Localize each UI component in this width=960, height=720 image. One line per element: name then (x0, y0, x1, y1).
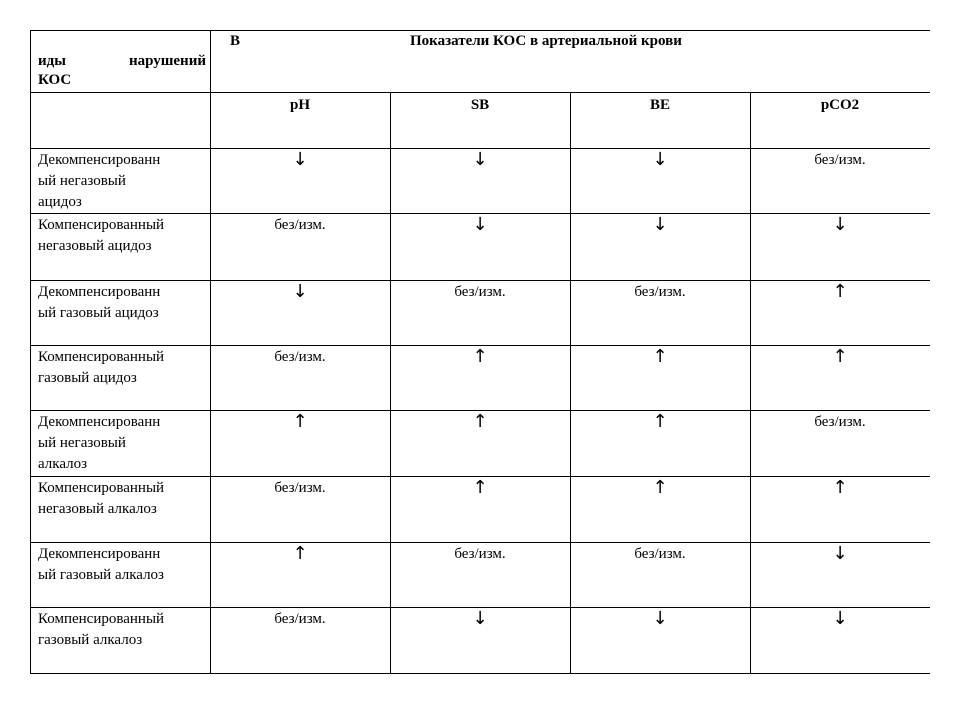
row-label-line: Декомпенсированн (38, 546, 161, 562)
cell-pco2: ↓ (832, 543, 848, 564)
row-label (38, 280, 208, 324)
cell-be: без/изм. (634, 546, 686, 562)
table-rule (750, 92, 751, 674)
cell-pco2: без/изм. (814, 152, 866, 168)
row-label-line: ый негазовый (38, 435, 126, 451)
row-label-line: Декомпенсированн (38, 284, 161, 300)
cell-pco2: ↓ (832, 608, 848, 629)
cell-be: ↓ (652, 608, 668, 629)
table-border-top (30, 30, 930, 31)
row-label-line: Компенсированный (38, 349, 165, 365)
table-rule (210, 30, 211, 674)
column-header-ph: pH (289, 97, 310, 113)
table-rule (570, 92, 571, 674)
cell-pco2: ↑ (832, 477, 848, 498)
cell-be: ↑ (652, 477, 668, 498)
row-label-line: ый негазовый (38, 173, 126, 189)
header-word-2: нарушений (128, 53, 206, 69)
column-header-pco2: pCO2 (820, 97, 860, 113)
cell-ph: ↑ (292, 543, 308, 564)
cell-be: ↓ (652, 214, 668, 235)
cell-sb: ↑ (472, 346, 488, 367)
cell-ph: ↓ (292, 281, 308, 302)
row-label-line: газовый ацидоз (38, 370, 137, 386)
cell-ph: без/изм. (274, 611, 326, 627)
row-label-line: ый газовый ацидоз (38, 305, 159, 321)
row-label (38, 345, 208, 389)
table-rule (30, 542, 930, 543)
cell-be: ↑ (652, 346, 668, 367)
cell-pco2: ↑ (832, 281, 848, 302)
column-header-be: BE (649, 97, 670, 113)
table-border-bottom (30, 673, 930, 674)
row-label-line: негазовый алкалоз (38, 501, 157, 517)
table-rule (390, 92, 391, 674)
cell-ph: ↓ (292, 149, 308, 170)
row-label (38, 476, 208, 520)
row-label-line: Компенсированный (38, 611, 165, 627)
row-label-line: ацидоз (38, 194, 82, 210)
cell-sb: без/изм. (454, 284, 506, 300)
cell-ph: ↑ (292, 411, 308, 432)
table-rule (30, 280, 930, 281)
table-rule (30, 410, 930, 411)
header-violation-types (38, 52, 206, 90)
cell-pco2: без/изм. (814, 414, 866, 430)
cell-sb: ↑ (472, 477, 488, 498)
cell-sb: ↓ (472, 149, 488, 170)
cell-ph: без/изм. (274, 217, 326, 233)
row-label (38, 410, 208, 475)
header-group-prefix: В (230, 33, 241, 49)
row-label-line: негазовый ацидоз (38, 238, 152, 254)
header-word-1: иды (38, 53, 66, 69)
row-label-line: ый газовый алкалоз (38, 567, 164, 583)
row-label-line: Декомпенсированн (38, 414, 161, 430)
cell-pco2: ↑ (832, 346, 848, 367)
cell-sb: ↓ (472, 214, 488, 235)
header-group-title: Показатели КОС в артериальной крови (410, 33, 682, 49)
row-label-line: Декомпенсированн (38, 152, 161, 168)
cell-be: без/изм. (634, 284, 686, 300)
row-label-line: Компенсированный (38, 480, 165, 496)
row-label (38, 148, 208, 213)
cell-ph: без/изм. (274, 480, 326, 496)
table-rule (30, 607, 930, 608)
cell-sb: ↑ (472, 411, 488, 432)
table-rule (30, 92, 930, 93)
cell-be: ↓ (652, 149, 668, 170)
row-label (38, 542, 208, 586)
table-rule (30, 213, 930, 214)
table-border-left (30, 30, 31, 674)
row-label (38, 607, 208, 651)
row-label-line: газовый алкалоз (38, 632, 143, 648)
row-label (38, 213, 208, 257)
row-label-line: Компенсированный (38, 217, 165, 233)
cell-sb: ↓ (472, 608, 488, 629)
header-word-3: КОС (38, 72, 72, 88)
cell-sb: без/изм. (454, 546, 506, 562)
cell-be: ↑ (652, 411, 668, 432)
row-label-line: алкалоз (38, 456, 88, 472)
table-rule (30, 345, 930, 346)
cell-pco2: ↓ (832, 214, 848, 235)
cell-ph: без/изм. (274, 349, 326, 365)
table-rule (30, 148, 930, 149)
table-rule (30, 476, 930, 477)
column-header-sb: SB (470, 97, 490, 113)
